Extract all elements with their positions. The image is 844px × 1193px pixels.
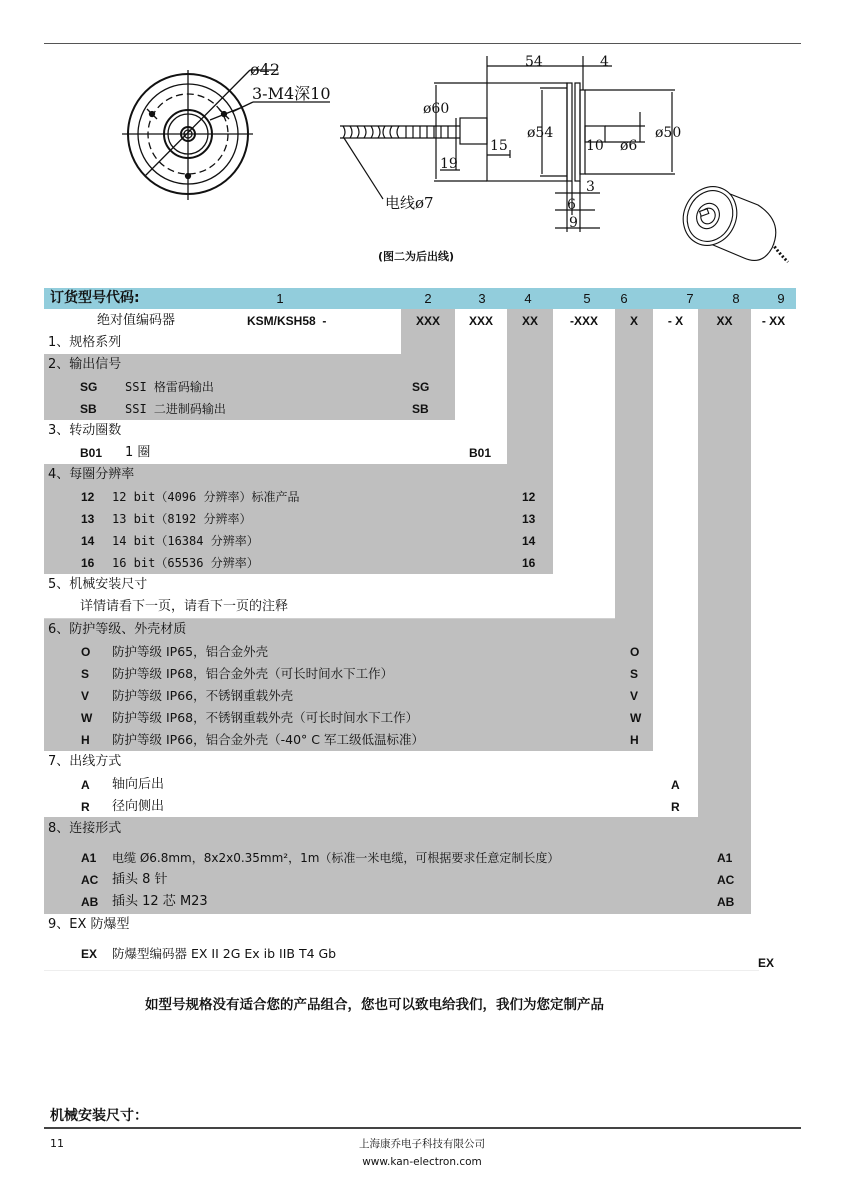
option-value: 13: [522, 512, 536, 526]
divider: [44, 970, 759, 971]
option-code: 14: [81, 534, 95, 548]
option-code: O: [81, 645, 91, 659]
option-code: R: [81, 800, 90, 814]
option-code: SB: [80, 402, 97, 416]
header-col-2: 2: [424, 291, 432, 306]
technical-drawing: [0, 0, 844, 280]
header-col-6: 6: [620, 291, 628, 306]
section-1-title: 1、规格系列: [48, 335, 122, 350]
dim-d60: ø60: [423, 101, 450, 117]
header-col-1: 1: [276, 291, 284, 306]
option-desc: 防护等级 IP65，铝合金外壳: [112, 644, 269, 659]
dim-d50: ø50: [655, 125, 682, 141]
section-5-title: 5、机械安装尺寸: [48, 577, 148, 592]
option-code: AC: [81, 873, 99, 887]
header-col-9: 9: [777, 291, 785, 306]
option-desc: 插头 12 芯 M23: [112, 894, 208, 909]
option-desc: 轴向后出: [112, 777, 165, 792]
section-2-title: 2、输出信号: [48, 357, 122, 372]
option-code: H: [81, 733, 90, 747]
option-code: S: [81, 667, 90, 681]
product-code-2: XXX: [415, 314, 440, 328]
option-code: A: [81, 778, 90, 792]
option-code: B01: [80, 446, 103, 460]
product-code-7: - X: [667, 314, 684, 328]
product-code-4: XX: [521, 314, 538, 328]
product-code-1: KSM/KSH58 -: [247, 314, 327, 328]
option-desc: 16 bit（65536 分辨率）: [112, 556, 259, 570]
option-value: V: [630, 689, 639, 703]
option-code: 13: [81, 512, 95, 526]
option-desc: SSI 格雷码输出: [125, 380, 214, 394]
product-code-3: XXX: [468, 314, 493, 328]
dim-3: 3: [586, 179, 595, 195]
company-name: 上海康乔电子科技有限公司: [359, 1138, 485, 1150]
option-desc: 防护等级 IP66，不锈钢重载外壳: [112, 688, 294, 703]
product-name: 绝对值编码器: [97, 313, 176, 328]
option-value: B01: [469, 446, 492, 460]
section-3-title: 3、转动圈数: [48, 423, 122, 438]
option-value: W: [630, 711, 642, 725]
option-code: SG: [80, 380, 98, 394]
option-desc: 12 bit（4096 分辨率）标准产品: [112, 490, 300, 504]
option-value: AB: [717, 895, 735, 909]
option-value: O: [630, 645, 640, 659]
company-website[interactable]: www.kan-electron.com: [362, 1156, 482, 1168]
dim-length: 54: [525, 54, 543, 70]
dim-outer: ø42: [250, 60, 280, 79]
encoder-illustration: [674, 178, 788, 262]
option-value: R: [671, 800, 680, 814]
option-desc: 电缆 Ø6.8mm，8x2x0.35mm²，1m（标准一米电缆，可根据要求任意定制长度）: [112, 851, 560, 865]
option-value: A1: [717, 851, 733, 865]
section-5-note: 详情请看下一页，请看下一页的注释: [80, 599, 289, 614]
option-code: V: [81, 689, 90, 703]
product-code-5: -XXX: [569, 314, 598, 328]
product-code-8: XX: [716, 314, 733, 328]
option-code: A1: [81, 851, 97, 865]
option-value: 14: [522, 534, 536, 548]
mechanical-dimensions-heading: 机械安装尺寸：: [50, 1108, 148, 1124]
option-value: SB: [412, 402, 429, 416]
dim-9: 9: [569, 215, 578, 231]
option-desc: 防爆型编码器 EX II 2G Ex ib IIB T4 Gb: [112, 946, 337, 961]
section-4-title: 4、每圈分辨率: [48, 467, 135, 482]
dim-10: 10: [586, 138, 604, 154]
option-code: EX: [81, 947, 98, 961]
header-col-5: 5: [583, 291, 591, 306]
drawing-caption: (图二为后出线): [378, 250, 455, 263]
dim-19: 19: [440, 156, 458, 172]
band-col6-top: [615, 309, 653, 619]
option-code: W: [81, 711, 93, 725]
option-code: 16: [81, 556, 95, 570]
dim-d6: ø6: [620, 138, 638, 154]
section-6-title: 6、防护等级、外壳材质: [48, 622, 187, 637]
option-desc: 插头 8 针: [112, 872, 168, 887]
dim-6: 6: [567, 197, 576, 213]
footer-rule: [44, 1127, 801, 1129]
option-value: S: [630, 667, 639, 681]
option-desc: SSI 二进制码输出: [125, 402, 226, 416]
header-label: 订货型号代码:: [50, 290, 140, 306]
band-col4-top: [507, 309, 553, 464]
option-code: 12: [81, 490, 95, 504]
option-desc: 径向侧出: [112, 799, 165, 814]
product-code-6: X: [629, 314, 638, 328]
option-desc: 防护等级 IP68，铝合金外壳（可长时间水下工作）: [112, 666, 394, 681]
option-value: SG: [412, 380, 430, 394]
dim-holes: 3-M4深10: [252, 84, 331, 103]
option-desc: 14 bit（16384 分辨率）: [112, 534, 259, 548]
option-value: 16: [522, 556, 536, 570]
custom-product-note: 如型号规格没有适合您的产品组合，您也可以致电给我们，我们为您定制产品: [145, 997, 604, 1013]
header-col-3: 3: [478, 291, 486, 306]
cable-label: 电线ø7: [385, 194, 434, 212]
product-code-9: - XX: [761, 314, 786, 328]
page-number: 11: [50, 1137, 64, 1150]
option-desc: 13 bit（8192 分辨率）: [112, 512, 252, 526]
dim-15: 15: [490, 138, 508, 154]
band-col8-top: [698, 309, 751, 817]
option-value: A: [671, 778, 680, 792]
header-col-8: 8: [732, 291, 740, 306]
section-9-title: 9、EX 防爆型: [48, 917, 130, 932]
option-code: AB: [81, 895, 99, 909]
option-value: EX: [758, 956, 775, 970]
option-desc: 防护等级 IP66，铝合金外壳（-40° C 军工级低温标准）: [112, 732, 424, 747]
option-desc: 1 圈: [125, 445, 151, 460]
dim-d54: ø54: [527, 125, 554, 141]
option-value: H: [630, 733, 639, 747]
section-7-title: 7、出线方式: [48, 754, 122, 769]
section-8-title: 8、连接形式: [48, 821, 122, 836]
option-desc: 防护等级 IP68，不锈钢重载外壳（可长时间水下工作）: [112, 710, 419, 725]
option-value: AC: [717, 873, 735, 887]
header-col-7: 7: [686, 291, 694, 306]
dim-flange: 4: [600, 54, 609, 70]
header-col-4: 4: [524, 291, 532, 306]
option-value: 12: [522, 490, 536, 504]
